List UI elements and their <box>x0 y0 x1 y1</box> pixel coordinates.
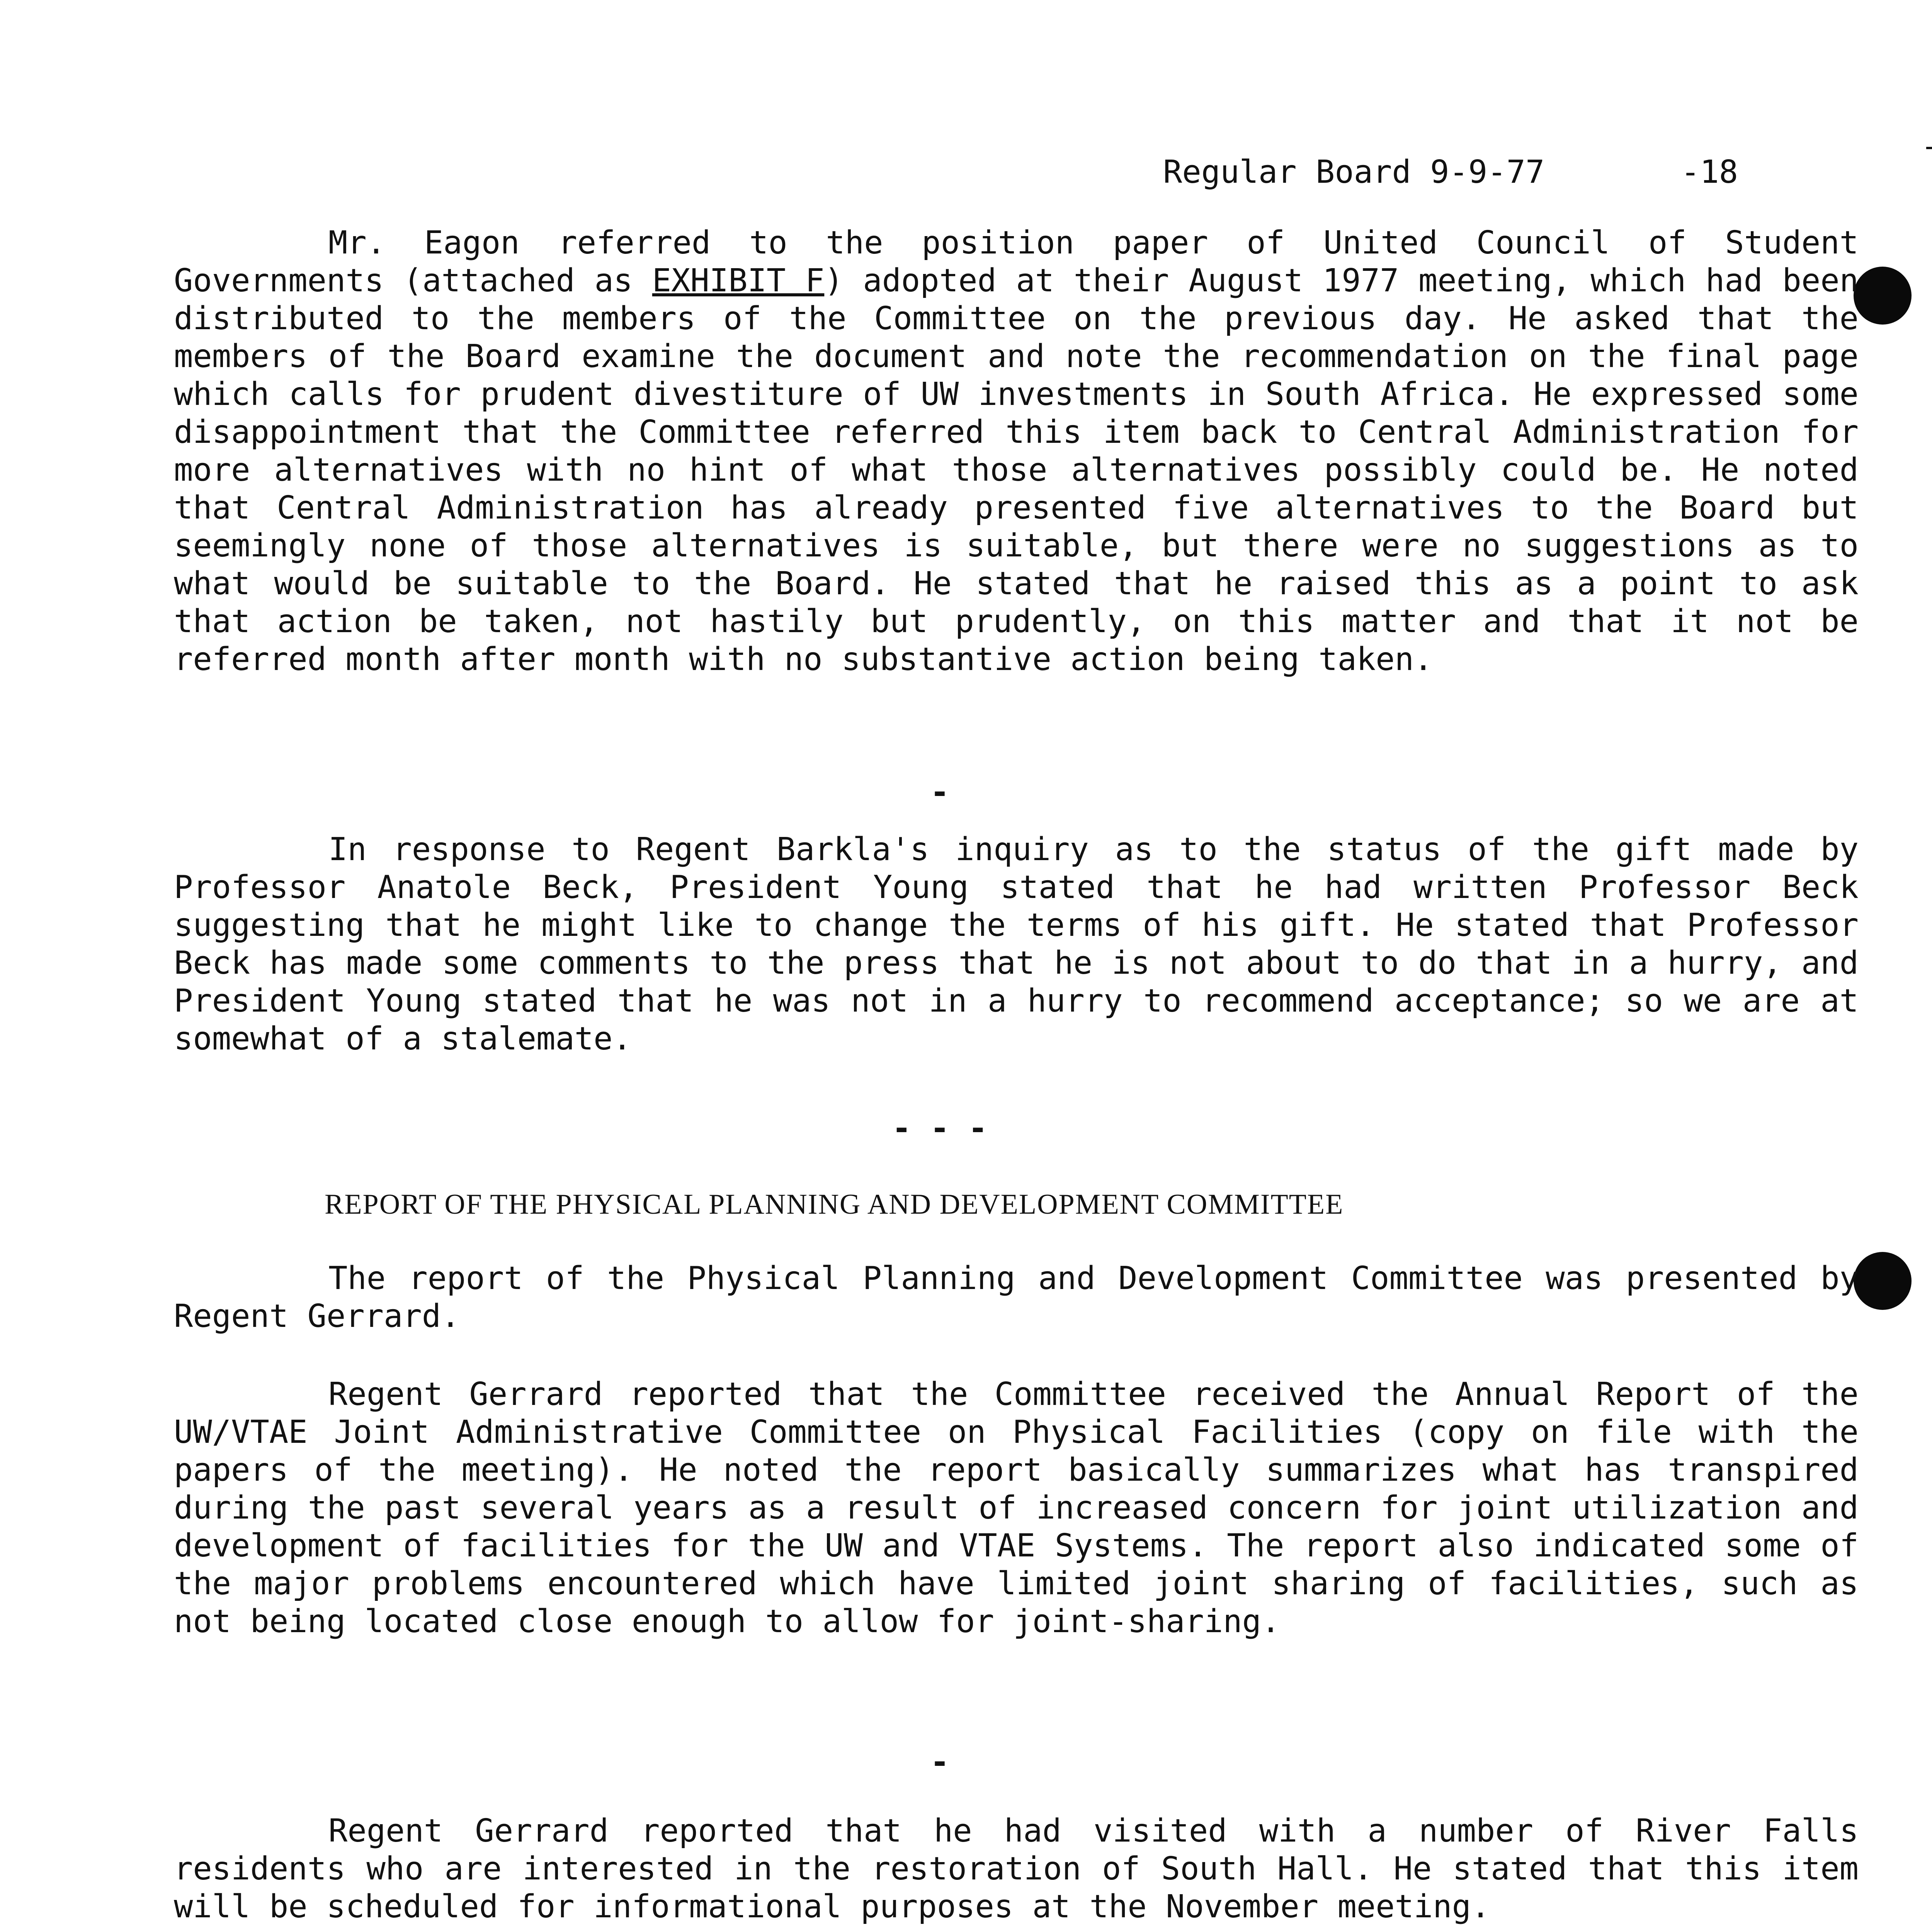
punch-hole-top <box>1854 267 1912 325</box>
paragraph-beck-gift: In response to Regent Barkla's inquiry as to the status of the gift made by Professor Anatole Beck, President Young stated that he had written Professor Beck suggesting that he might like to change the terms of his gift. He stated that Professor Beck has made some comments to the press that he is not about to do that in a hurry, and President Young stated that he was not in a hurry to recommend acceptance; so we are at somewhat of a stalemate. <box>174 831 1859 1057</box>
separator-3: - <box>930 1744 949 1781</box>
separator-2: - - - <box>892 1110 988 1147</box>
punch-hole-middle <box>1854 1252 1912 1310</box>
section-title: REPORT OF THE PHYSICAL PLANNING AND DEVELOPMENT COMMITTEE <box>325 1189 1344 1220</box>
page-header <box>1163 154 1738 190</box>
paragraph-south-hall: Regent Gerrard reported that he had visited with a number of River Falls residents who are interested in the restoration of South Hall. He stated that this item will be scheduled for informational purposes at the November meeting. <box>174 1813 1859 1925</box>
separator-1: - <box>930 774 949 811</box>
exhibit-f-reference: EXHIBIT F <box>652 262 825 299</box>
paragraph-vtae-annual-report: Regent Gerrard reported that the Committee received the Annual Report of the UW/VTAE Joint Administrative Committee on Physical Facilities (copy on file with the papers of the meeting). He noted the report basically summarizes what has transpired during the past several years as a result of increased concern for joint utilization and development of facilities for the UW and VTAE Systems. The report also indicated some of the major problems encountered which have limited joint sharing of facilities, such as not being located close enough to allow for joint-sharing. <box>174 1376 1859 1640</box>
paragraph-eagon-position-paper: Mr. Eagon referred to the position paper of United Council of Student Governments (attached as EXHIBIT F) adopted at their August 1977 meeting, which had been distributed to the members of the Committee on the previous day. He asked that the members of the Board examine the document and note the recommendation on the final page which calls for prudent divestiture of UW investments in South Africa. He expressed some disappointment that the Committee referred this item back to Central Administration for more alternatives with no hint of what those alternatives possibly could be. He noted that Central Administration has already presented five alternatives to the Board but seemingly none of those alternatives is suitable, but there were no suggestions as to what would be suitable to the Board. He stated that he raised this as a point to ask that action be taken, not hastily but prudently, on this matter and that it not be referred month after month with no substantive action being taken. <box>174 224 1859 678</box>
paragraph-committee-report: The report of the Physical Planning and Development Committee was presented by Regent Gerrard. <box>174 1260 1859 1335</box>
page-edge-mark <box>1926 147 1932 149</box>
header-title: Regular Board 9-9-77 <box>1163 154 1545 190</box>
page-number: -18 <box>1681 154 1738 190</box>
